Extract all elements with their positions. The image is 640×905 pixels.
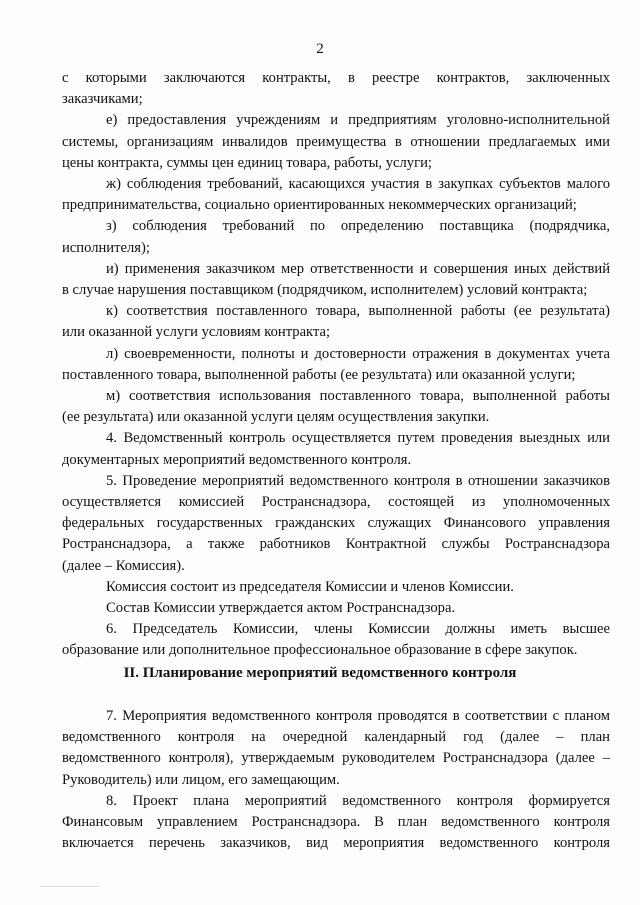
clause-7: 7. Мероприятия ведомственного контроля проводятся в соответствии с планом xyxy=(106,708,610,724)
commission-approval: Состав Комиссии утверждается актом Ространснадзора. xyxy=(106,600,456,617)
text-line: (ее результата) или оказанной услуги целям осуществления закупки. xyxy=(62,409,490,426)
clause-6: 6. Председатель Комиссии, члены Комиссии должны иметь высшее xyxy=(106,621,610,638)
scan-artifact-divider xyxy=(40,886,100,887)
text-line: Руководитель) или лицом, его замещающим. xyxy=(62,771,340,788)
document-body-part-1 xyxy=(62,68,610,662)
text-line: ведомственного контроля), утверждаемым руководителем Ространснадзора (далее – xyxy=(62,750,610,767)
text-line: федеральных государственных гражданских служащих Финансового управления xyxy=(62,515,610,532)
text-line: ведомственного контроля на очередной календарный год (далее – план xyxy=(62,729,610,746)
text-line: цены контракта, суммы цен единиц товара, работы, услуги; xyxy=(62,154,432,171)
list-item-z: з) соблюдения требований по определению поставщика (подрядчика, xyxy=(106,218,610,235)
list-item-zh: ж) соблюдения требований, касающихся участия в закупках субъектов малого xyxy=(106,176,610,193)
list-item-k: к) соответствия поставленного товара, выполненной работы (ее результата) xyxy=(106,303,610,320)
text-line: заказчиками; xyxy=(62,91,143,108)
text-line: или оказанной услуги условиям контракта; xyxy=(62,324,331,341)
section-heading: II. Планирование мероприятий ведомственного контроля xyxy=(123,665,517,681)
clause-8: 8. Проект плана мероприятий ведомственного контроля формируется xyxy=(106,792,610,809)
text-line: образование или дополнительное профессиональное образование в сфере закупок. xyxy=(62,642,578,659)
text-line: (далее – Комиссия). xyxy=(62,557,185,574)
page-number: 2 xyxy=(316,41,324,57)
commission-composition: Комиссия состоит из председателя Комиссии и членов Комиссии. xyxy=(106,578,514,595)
text-line: с которыми заключаются контракты, в реестре контрактов, заключенных xyxy=(62,70,610,86)
text-line: в случае нарушения поставщиком (подрядчиком, исполнителем) условий контракта; xyxy=(62,282,588,299)
text-line: Финансовым управлением Ространснадзора. В план ведомственного контроля xyxy=(62,814,610,831)
list-item-m: м) соответствия использования поставленного товара, выполненной работы xyxy=(106,388,610,405)
list-item-i: и) применения заказчиком мер ответственности и совершения иных действий xyxy=(106,260,610,277)
text-line: системы, организациям инвалидов преимущества в отношении предлагаемых ими xyxy=(62,133,610,150)
text-line: исполнителя); xyxy=(62,239,150,256)
text-line: поставленного товара, выполненной работы (ее результата) или оказанной услуги; xyxy=(62,366,576,383)
list-item-e: е) предоставления учреждениям и предприятиям уголовно-исполнительной xyxy=(106,112,610,129)
text-line: документарных мероприятий ведомственного контроля. xyxy=(62,451,412,468)
list-item-l: л) своевременности, полноты и достоверности отражения в документах учета xyxy=(106,345,610,362)
document-body-part-2 xyxy=(62,706,610,854)
clause-5: 5. Проведение мероприятий ведомственного контроля в отношении заказчиков xyxy=(106,472,610,489)
text-line: Ространснадзора, а также работников Контрактной службы Ространснадзора xyxy=(62,536,610,553)
clause-4: 4. Ведомственный контроль осуществляется путем проведения выездных или xyxy=(106,430,610,447)
text-line: осуществляется комиссией Ространснадзора, состоящей из уполномоченных xyxy=(62,494,610,511)
text-line: включается перечень заказчиков, вид мероприятия ведомственного контроля xyxy=(62,835,610,852)
text-line: предпринимательства, социально ориентированных некоммерческих организаций; xyxy=(62,197,577,214)
